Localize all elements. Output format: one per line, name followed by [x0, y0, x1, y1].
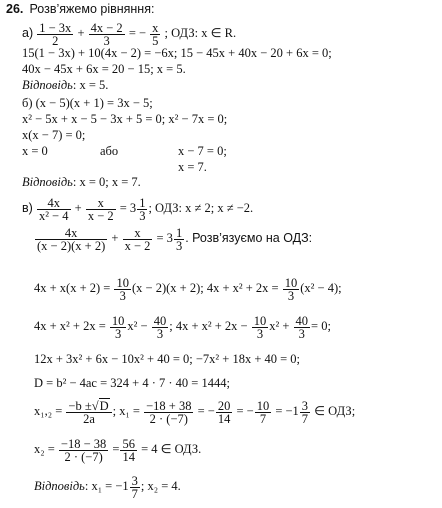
part-a-line2: 15(1 − 3x) + 10(4x − 2) = −6x; 15 − 45x + 40x − 20 + 6x = 0;	[22, 46, 332, 60]
part-c-line7: x₁,₂ = $\frac{-b \pm√D}{2a}$ ; x₁ = $\frac{-18 + 38}{2 \cdot (-7)}$ = − $\frac{20}{14}$ = − $\frac{10}{7}$ = −1 $\frac{3}{7}$ ∈ ОДЗ;	[34, 398, 356, 426]
fraction: $\frac{4x}{(x - 2)(x + 2)}$	[37, 225, 106, 253]
fraction: $\frac{10}{3}$	[116, 275, 129, 303]
part-b-right2: x = 7.	[178, 160, 207, 174]
part-b-or: або	[100, 144, 119, 158]
fraction: $\frac{1}{3}$	[175, 225, 183, 253]
part-a-line3: 40x − 45x + 6x = 20 − 15; x = 5.	[22, 62, 186, 76]
part-c-line3: 4x + x(x + 2) = $\frac{10}{3}$ (x − 2)(x + 2); 4x + x² + 2x = $\frac{10}{3}$ (x² − 4);	[34, 275, 342, 303]
fraction: $\frac{3}{7}$	[301, 398, 309, 426]
fraction: $\frac{10}{3}$	[284, 275, 298, 303]
part-a-answer: Відповідь: x = 5.	[22, 78, 109, 92]
heading-line	[6, 2, 154, 16]
part-b-line3: x(x − 7) = 0;	[22, 128, 86, 142]
fraction: $\frac{x}{5}$	[152, 20, 159, 48]
part-c-line6: D = b² − 4ac = 324 + 4 · 7 · 40 = 1444;	[34, 376, 230, 390]
fraction: $\frac{-18 + 38}{2 \cdot (-7)}$	[146, 398, 192, 426]
fraction: $\frac{x}{x - 2}$	[124, 225, 151, 253]
fraction: $\frac{4x - 2}{3}$	[90, 20, 123, 48]
fraction: $\frac{40}{3}$	[295, 313, 309, 341]
fraction: $\frac{40}{3}$	[153, 313, 167, 341]
fraction: $\frac{1}{3}$	[139, 195, 146, 223]
fraction: $\frac{4x}{\text{x² − 4}}$	[38, 195, 69, 223]
fraction: $\frac{56}{14}$	[122, 436, 135, 464]
part-b-answer: Відповідь: x = 0; x = 7.	[22, 175, 141, 189]
odz: ; ОДЗ: x ∈ R.	[164, 26, 237, 40]
part-b-line2: x² − 5x + x − 5 − 3x + 5 = 0; x² − 7x = 0;	[22, 112, 228, 126]
part-c-equation: в) $\frac{4x}{\text{x² − 4}}$ + $\frac{x}{x - 2}$ = 3 $\frac{1}{3}$ ; ОДЗ: x ≠ 2; x ≠ −2.	[22, 195, 254, 223]
part-a-label: а)	[22, 26, 34, 40]
part-c-line4: 4x + x² + 2x = $\frac{10}{3}$ x² − $\frac{40}{3}$ ; 4x + x² + 2x − $\frac{10}{3}$ x² + $\frac{40}{3}$ = 0;	[34, 313, 331, 341]
fraction: $\frac{-18 - 38}{2 \cdot (-7)}$	[60, 436, 107, 464]
part-c-line5: 12x + 3x² + 6x − 10x² + 40 = 0; −7x² + 18x + 40 = 0;	[34, 352, 301, 366]
fraction: $\frac{10}{7}$	[256, 398, 270, 426]
part-a-equation: а) $\frac{1 - 3x}{2}$ + $\frac{4x - 2}{3}$ = − $\frac{x}{5}$ ; ОДЗ: x ∈ R.	[22, 20, 237, 48]
heading: Розв’яжемо рівняння:	[29, 2, 155, 16]
part-c-line8: x₂ = $\frac{-18 - 38}{2 \cdot (-7)}$ = $\frac{56}{14}$ = 4 ∈ ОДЗ.	[34, 436, 202, 464]
part-c-answer: Відповідь: x₁ = −1 $\frac{3}{7}$ ; x₂ = 4.	[34, 473, 181, 501]
fraction: $\frac{-b \pm√D}{2a}$	[66, 400, 111, 425]
part-b-left: x = 0	[22, 144, 48, 158]
odz: ; ОДЗ: x ≠ 2; x ≠ −2.	[148, 201, 254, 215]
fraction: $\frac{x}{x - 2}$	[87, 195, 114, 223]
fraction: $\frac{10}{3}$	[111, 313, 125, 341]
part-b-line1: б) (x − 5)(x + 1) = 3x − 5;	[22, 96, 153, 110]
problem-number: 26.	[6, 2, 24, 16]
fraction: $\frac{3}{7}$	[131, 473, 138, 501]
part-c-line2: $\frac{4x}{(x - 2)(x + 2)}$ + $\frac{x}{x - 2}$ = 3 $\frac{1}{3}$ . Розв’язуємо на ОДЗ:	[37, 225, 313, 253]
part-c-label: в)	[22, 201, 33, 215]
fraction: $\frac{20}{14}$	[217, 398, 231, 426]
fraction: $\frac{1 - 3x}{2}$	[39, 20, 72, 48]
part-b-right1: x − 7 = 0;	[178, 144, 227, 158]
fraction: $\frac{10}{3}$	[253, 313, 267, 341]
